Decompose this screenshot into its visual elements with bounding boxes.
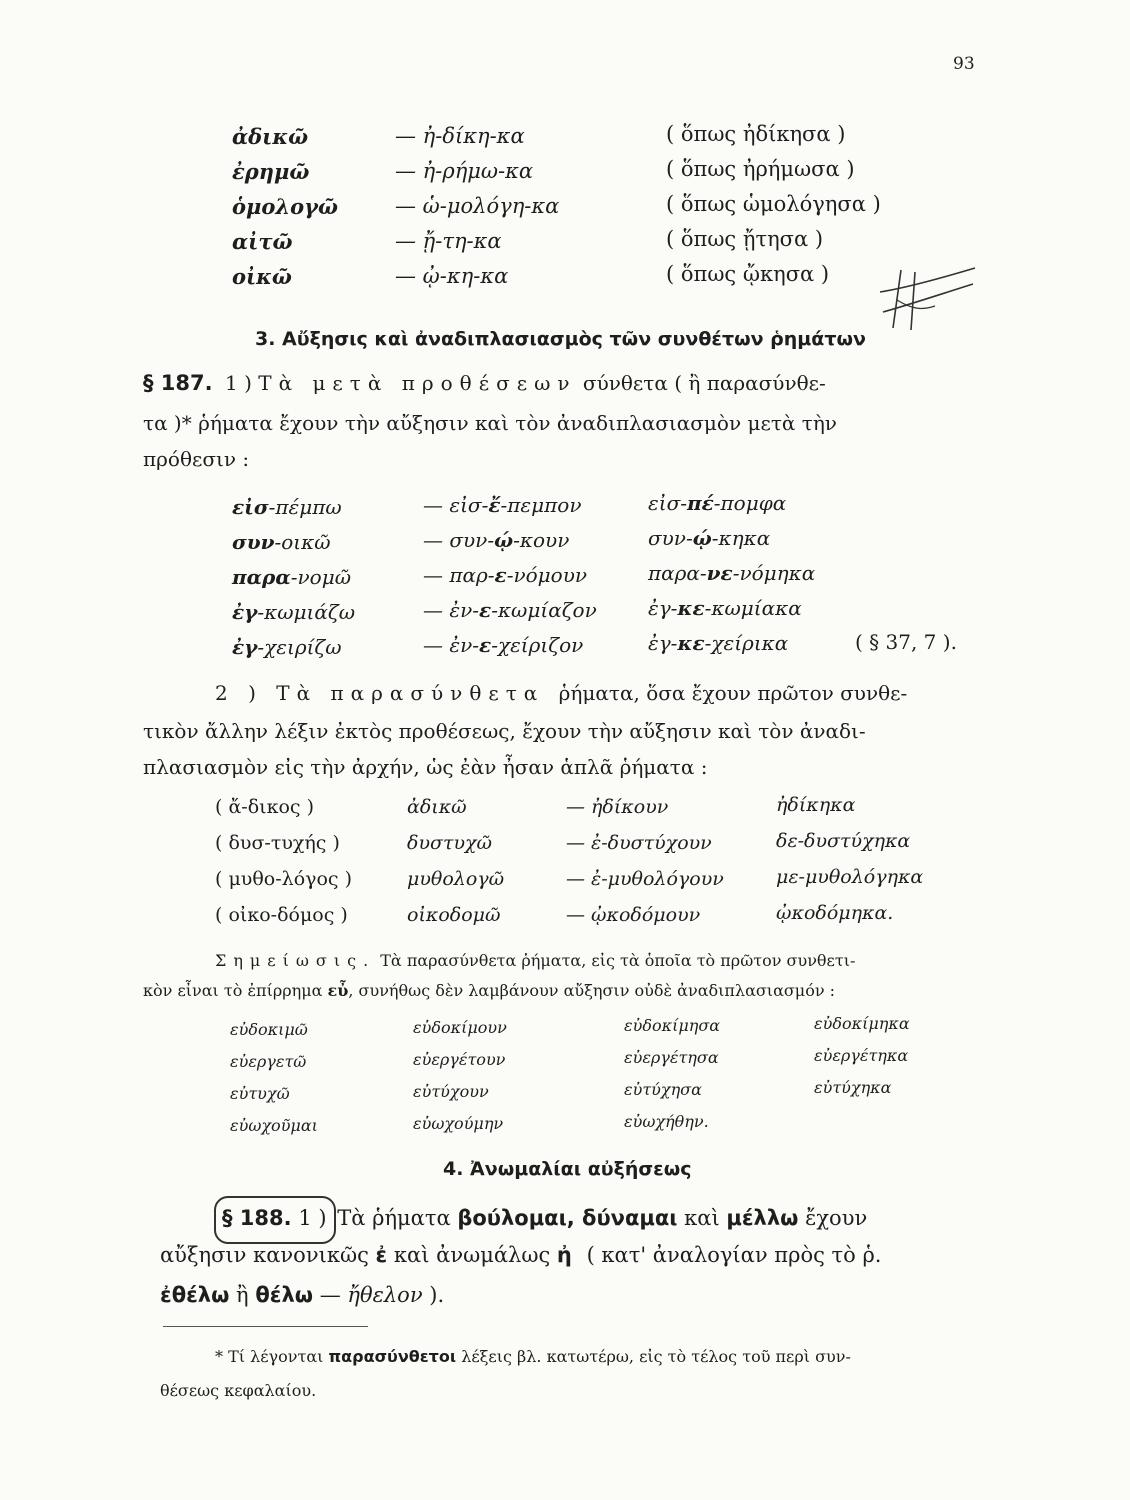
origin-word: ( δυσ-τυχής )	[215, 832, 340, 854]
emphasized-verb: ἐθέλω	[160, 1283, 230, 1307]
prefix: ἐγ-	[648, 596, 678, 620]
imperfect: εὐδοκίμουν	[413, 1018, 507, 1037]
perfect-form: — ὡ-μολόγη-κα	[395, 194, 560, 218]
note-line	[215, 946, 855, 976]
paragraph-line: πλασιασμὸν εἰς τὴν ἀρχήν, ὡς ἐὰν ἦσαν ἁπλᾶ ῥήματα :	[143, 755, 708, 779]
reduplication: κε	[677, 631, 705, 655]
emphasized-verb: μέλλω	[726, 1206, 799, 1230]
spaced-emphasis: 2 ) Τὰ παρασύνθετα	[215, 681, 545, 705]
prefix: συν-	[648, 526, 693, 550]
table-row	[232, 600, 355, 624]
reduplication: κε	[677, 596, 705, 620]
paragraph-text: Τὰ ῥήματα	[337, 1206, 451, 1230]
perfect-form: — ἠ-ρήμω-κα	[395, 159, 534, 183]
perfect: εὐτύχηκα	[814, 1078, 892, 1097]
verb: οἰκῶ	[232, 264, 292, 289]
footnote-line	[215, 1340, 851, 1374]
cross-reference: ( § 37, 7 ).	[855, 630, 957, 654]
table-row	[232, 495, 342, 519]
verb: ἀδικῶ	[407, 796, 467, 818]
perfect-form: — ᾠ-κη-κα	[395, 264, 509, 288]
footnote-text: * Τί λέγονται	[215, 1347, 324, 1366]
paragraph-line	[160, 1278, 444, 1312]
augment: ῴ	[494, 528, 514, 552]
perfect-form: — ᾔ-τη-κα	[395, 229, 502, 253]
stem: -οικῶ	[274, 530, 331, 554]
stem: -κωμίαζον	[491, 598, 597, 622]
paragraph-text: καὶ ἀνωμάλως	[393, 1243, 551, 1267]
prefix: — συν-	[423, 528, 495, 552]
augment: ἔ	[488, 493, 501, 517]
verb: εὐδοκιμῶ	[230, 1020, 308, 1039]
paragraph-line: τικὸν ἄλλην λέξιν ἐκτὸς προθέσεως, ἔχουν τὴν αὔξησιν καὶ τὸν ἀναδι-	[143, 719, 866, 743]
perfect	[648, 491, 786, 515]
prefix: εἰσ-	[648, 491, 687, 515]
footnote-text: λέξεις βλ. κατωτέρω, εἰς τὸ τέλος τοῦ περὶ συν-	[461, 1347, 851, 1366]
perfect: εὐεργέτηκα	[814, 1046, 909, 1065]
stem: -νόμηκα	[732, 561, 816, 585]
handwritten-mark	[875, 250, 985, 345]
stem: -πεμπον	[500, 493, 582, 517]
origin-word: ( μυθο-λόγος )	[215, 868, 353, 890]
emphasized-verbs: βούλομαι, δύναμαι	[457, 1206, 678, 1230]
perfect	[648, 596, 802, 620]
imperfect: — ἠδίκουν	[566, 796, 669, 818]
aorist: εὐωχήθην.	[624, 1112, 709, 1131]
emphasized-verb: θέλω	[255, 1283, 313, 1307]
paragraph-text: καὶ	[684, 1206, 720, 1230]
section-heading: 3. Αὔξησις καὶ ἀναδιπλασιασμὸς τῶν συνθέτων ῥημάτων	[255, 328, 866, 350]
aorist: εὐεργέτησα	[624, 1048, 719, 1067]
imperfect: εὐτύχουν	[413, 1082, 489, 1101]
imperfect	[423, 563, 587, 587]
imperfect: εὐωχούμην	[413, 1114, 504, 1133]
note-text: κὸν εἶναι τὸ ἐπίρρημα	[143, 981, 323, 1000]
reduplication: πέ	[686, 491, 714, 515]
imperfect	[423, 633, 583, 657]
item-number: 1 )	[224, 371, 252, 395]
verb: ὁμολογῶ	[232, 194, 338, 219]
paragraph-text: ).	[429, 1283, 445, 1307]
perfect: με-μυθολόγηκα	[776, 866, 924, 888]
perfect: ἠδίκηκα	[776, 794, 856, 816]
aorist: εὐτύχησα	[624, 1080, 702, 1099]
imperfect: — ἐ-μυθολόγουν	[566, 868, 724, 890]
table-row	[232, 565, 351, 589]
verb: δυστυχῶ	[407, 832, 493, 854]
note-text: , συνήθως δὲν λαμβάνουν αὔξησιν οὐδὲ ἀναδιπλασιασμόν :	[348, 981, 836, 1000]
verb: οἰκοδομῶ	[407, 904, 501, 926]
paragraph-text: αὔξησιν κανονικῶς	[160, 1243, 369, 1267]
section-number: § 187.	[143, 371, 213, 395]
stem: -κουν	[513, 528, 570, 552]
reduplication: ῴ	[692, 526, 712, 550]
verb: εὐωχοῦμαι	[230, 1116, 318, 1135]
aorist-note: ( ὅπως ᾤκησα )	[666, 262, 830, 286]
stem: -χειρίζω	[257, 635, 342, 659]
stem: -κηκα	[711, 526, 771, 550]
augment: ἐ	[375, 1243, 388, 1267]
perfect	[648, 526, 770, 550]
imperfect: ἤθελον	[347, 1283, 423, 1307]
footnote-line: θέσεως κεφαλαίου.	[160, 1381, 317, 1400]
imperfect: εὐεργέτουν	[413, 1050, 506, 1069]
prefix: ἐγ-	[648, 631, 678, 655]
aorist-note: ( ὅπως ἠδίκησα )	[666, 122, 846, 146]
perfect: δε-δυστύχηκα	[776, 830, 911, 852]
prefix: ἐγ	[232, 635, 258, 659]
stem: -χείριζον	[491, 633, 584, 657]
prefix: συν	[232, 530, 275, 554]
note-label: Σημείωσις.	[215, 951, 376, 970]
perfect	[648, 561, 815, 585]
prefix: — παρ-	[423, 563, 495, 587]
augment: ἠ	[556, 1243, 572, 1267]
prefix: παρα	[232, 565, 291, 589]
emphasis: παρασύνθετοι	[328, 1347, 457, 1366]
imperfect: — ἐ-δυστύχουν	[566, 832, 712, 854]
augment: ε	[494, 563, 507, 587]
verb: ἐρημῶ	[232, 159, 310, 184]
origin-word: ( ἄ-δικος )	[215, 796, 314, 818]
paragraph-text: ῥήματα, ὅσα ἔχουν πρῶτον συνθε-	[558, 681, 908, 705]
imperfect	[423, 493, 582, 517]
verb: μυθολογῶ	[407, 868, 505, 890]
emphasis: εὖ	[327, 981, 349, 1000]
imperfect	[423, 528, 569, 552]
paragraph-line	[143, 366, 826, 400]
aorist-note: ( ὅπως ἠρήμωσα )	[666, 157, 855, 181]
verb: ἀδικῶ	[232, 124, 309, 149]
reduplication: νε	[706, 561, 733, 585]
stem: -πέμπω	[268, 495, 342, 519]
stem: -νόμουν	[506, 563, 588, 587]
aorist-note: ( ὅπως ὡμολόγησα )	[666, 192, 881, 216]
augment: ε	[479, 598, 492, 622]
verb: εὐτυχῶ	[230, 1084, 290, 1103]
imperfect: — ᾠκοδόμουν	[566, 904, 701, 926]
section-heading: 4. Ἀνωμαλίαι αὐξήσεως	[443, 1158, 692, 1180]
footnote-divider	[163, 1326, 368, 1327]
perfect: ᾠκοδόμηκα.	[776, 902, 894, 924]
prefix: εἰσ	[232, 495, 269, 519]
prefix: — εἰσ-	[423, 493, 489, 517]
note-text: Τὰ παρασύνθετα ῥήματα, εἰς τὰ ὁποῖα τὸ πρῶτον συνθετι-	[380, 951, 856, 970]
paragraph-line	[222, 1201, 867, 1235]
note-line	[143, 976, 835, 1006]
prefix: — ἐν-	[423, 633, 480, 657]
verb: αἰτῶ	[232, 229, 293, 254]
imperfect	[423, 598, 597, 622]
stem: -κωμίακα	[704, 596, 802, 620]
paragraph-text: ἢ	[236, 1283, 249, 1307]
page-number: 93	[953, 54, 975, 74]
section-number: § 188.	[222, 1206, 292, 1230]
item-number: 1 )	[298, 1206, 327, 1230]
verb: εὐεργετῶ	[230, 1052, 307, 1071]
paragraph-text: σύνθετα ( ἢ παρασύνθε-	[582, 371, 826, 395]
prefix: — ἐν-	[423, 598, 480, 622]
stem: -κωμιάζω	[257, 600, 356, 624]
paragraph-line	[160, 1238, 881, 1272]
table-row	[232, 635, 342, 659]
prefix: ἐγ	[232, 600, 258, 624]
dash: —	[319, 1283, 341, 1307]
aorist-note: ( ὅπως ᾔτησα )	[666, 227, 824, 251]
table-row	[232, 530, 331, 554]
augment: ε	[479, 633, 492, 657]
perfect-form: — ἠ-δίκη-κα	[395, 124, 525, 148]
perfect: εὐδοκίμηκα	[814, 1014, 910, 1033]
prefix: παρα-	[648, 561, 707, 585]
aorist: εὐδοκίμησα	[624, 1016, 721, 1035]
stem: -νομῶ	[290, 565, 351, 589]
perfect	[648, 631, 788, 655]
paragraph-text: ἔχουν	[805, 1206, 868, 1230]
paragraph-line	[215, 676, 907, 710]
paragraph-line: πρόθεσιν :	[143, 447, 250, 471]
paragraph-line: τα )* ῥήματα ἔχουν τὴν αὔξησιν καὶ τὸν ἀναδιπλασιασμὸν μετὰ τὴν	[143, 411, 837, 435]
paragraph-text: ( κατ' ἀναλογίαν πρὸς τὸ ῥ.	[586, 1243, 882, 1267]
stem: -χείρικα	[704, 631, 789, 655]
stem: -πομφα	[713, 491, 787, 515]
spaced-emphasis: Τὰ μετὰ προθέσεων	[258, 371, 577, 395]
origin-word: ( οἰκο-δόμος )	[215, 904, 348, 926]
